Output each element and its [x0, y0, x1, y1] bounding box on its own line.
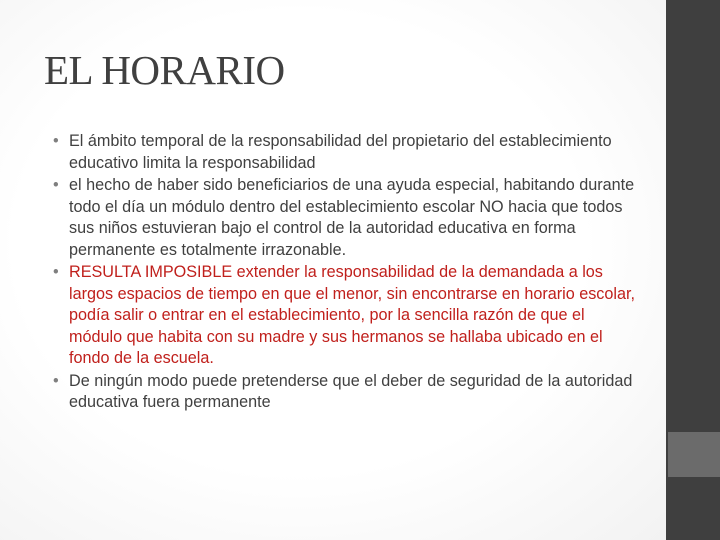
bullet-text: De ningún modo puede pretenderse que el deber de seguridad de la autoridad educativa fuera permanente: [69, 371, 633, 411]
bullet-item-highlight: [53, 262, 638, 370]
bullet-item: [53, 131, 638, 174]
side-accent-block: [668, 432, 720, 477]
slide-title: EL HORARIO: [44, 47, 285, 93]
bullet-text: El ámbito temporal de la responsabilidad del propietario del establecimiento educativo limita la responsabilidad: [69, 132, 612, 172]
bullet-dot-icon: •: [53, 371, 59, 390]
bullet-dot-icon: •: [53, 176, 59, 194]
bullet-item: [53, 175, 638, 261]
bullet-dot-icon: •: [53, 132, 59, 150]
bullet-dot-icon: •: [53, 263, 59, 281]
bullet-text-highlight: RESULTA IMPOSIBLE extender la responsabilidad de la demandada a los largos espacios de tiempo en que el menor, sin encontrarse en horario escolar, podía salir o entrar en el establecimiento, por la sencilla razón de que el módulo que habita con su madre y sus hermanos se hallaba ubicado en el fondo de la escuela.: [69, 263, 635, 367]
bullet-list: [53, 131, 638, 415]
bullet-text: el hecho de haber sido beneficiarios de una ayuda especial, habitando durante todo el día un módulo dentro del establecimiento escolar NO hacia que todos sus niños estuvieran bajo el control de la autoridad educativa en forma permanente es totalmente irrazonable.: [69, 176, 635, 259]
bullet-item: [53, 371, 638, 414]
